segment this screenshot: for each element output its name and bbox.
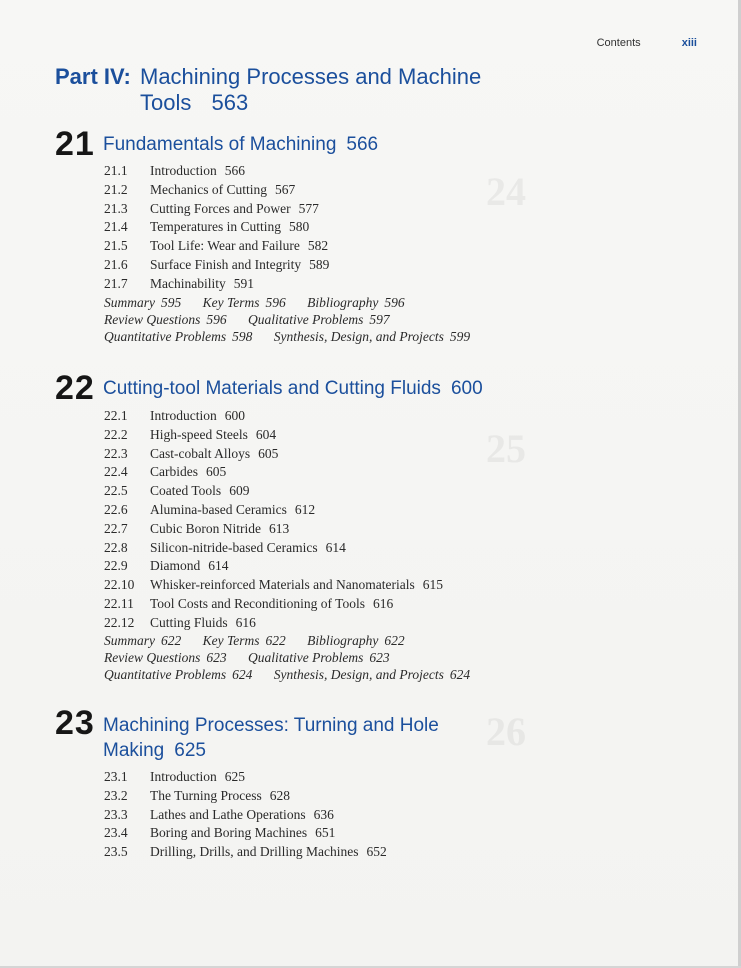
section-page: 614 <box>325 539 346 555</box>
toc-entry[interactable] <box>104 787 387 806</box>
summary-entry[interactable] <box>104 633 181 648</box>
section-title: Cubic Boron Nitride <box>150 520 261 536</box>
chapter-number: 22 <box>55 369 95 407</box>
toc-entry[interactable] <box>104 445 443 464</box>
section-number: 21.4 <box>104 219 128 235</box>
key-terms-page: 596 <box>265 295 286 310</box>
section-title: Mechanics of Cutting <box>150 181 267 197</box>
section-page: 580 <box>289 219 310 235</box>
section-page: 609 <box>229 483 250 499</box>
section-page: 600 <box>224 408 245 423</box>
qualitative-problems-entry[interactable] <box>248 650 390 665</box>
quantitative-problems-page: 598 <box>232 328 253 344</box>
section-page: 616 <box>235 614 256 630</box>
section-number: 21.7 <box>104 275 128 291</box>
section-number: 23.2 <box>104 787 128 803</box>
section-page: 605 <box>206 464 227 480</box>
section-number: 23.5 <box>104 844 128 860</box>
section-number: 22.2 <box>104 426 128 442</box>
section-title: Drilling, Drills, and Drilling Machines <box>150 844 359 860</box>
section-number: 22.1 <box>104 408 128 423</box>
bleed-through-mark: 26 <box>486 709 526 754</box>
section-list <box>104 162 329 294</box>
section-page: 616 <box>373 595 394 611</box>
section-number: 22.5 <box>104 483 128 499</box>
end-matter-row <box>104 329 488 346</box>
section-title: Whisker-reinforced Materials and Nanomaterials <box>150 577 415 593</box>
section-title: Alumina-based Ceramics <box>150 501 287 517</box>
toc-entry[interactable] <box>104 463 443 482</box>
chapter-title-line1: Machining Processes: Turning and Hole <box>103 715 439 736</box>
review-questions-label: Review Questions <box>104 311 201 327</box>
chapter-number: 23 <box>55 704 95 742</box>
section-number: 21.3 <box>104 200 128 216</box>
quantitative-problems-entry[interactable] <box>104 667 252 682</box>
section-number: 22.11 <box>104 595 134 611</box>
section-page: 577 <box>298 200 319 216</box>
toc-entry[interactable] <box>104 557 443 576</box>
toc-entry[interactable] <box>104 806 387 825</box>
quantitative-problems-page: 624 <box>232 666 253 682</box>
section-title: High-speed Steels <box>150 426 248 442</box>
section-number: 21.1 <box>104 163 128 178</box>
toc-entry[interactable] <box>104 482 443 501</box>
chapter-page: 625 <box>174 740 206 761</box>
section-title: Carbides <box>150 464 198 480</box>
summary-page: 595 <box>161 295 182 310</box>
key-terms-page: 622 <box>265 633 286 648</box>
end-matter-row <box>104 312 488 329</box>
section-number: 23.4 <box>104 825 128 841</box>
bleed-through-mark: 25 <box>486 426 526 471</box>
end-matter-row <box>104 650 488 667</box>
section-title: Tool Costs and Reconditioning of Tools <box>150 595 365 611</box>
qualitative-problems-page: 597 <box>369 311 390 327</box>
section-number: 23.3 <box>104 806 128 822</box>
toc-entry[interactable] <box>104 218 329 237</box>
toc-entry[interactable] <box>104 200 329 219</box>
end-matter-row <box>104 295 488 312</box>
toc-entry[interactable] <box>104 520 443 539</box>
section-title: Introduction <box>150 163 217 178</box>
toc-entry[interactable] <box>104 426 443 445</box>
section-title: Machinability <box>150 275 226 291</box>
part-label: Part IV: <box>55 64 131 89</box>
chapter-title-text: Cutting-tool Materials and Cutting Fluids <box>103 378 441 399</box>
section-page: 582 <box>307 238 329 254</box>
section-title: Coated Tools <box>150 483 222 499</box>
review-questions-entry[interactable] <box>104 650 227 665</box>
section-title: Surface Finish and Integrity <box>150 256 302 272</box>
section-number: 22.10 <box>104 577 135 593</box>
section-number: 22.7 <box>104 520 128 536</box>
section-number: 21.2 <box>104 181 128 197</box>
key-terms-entry[interactable] <box>203 633 286 648</box>
synthesis-label: Synthesis, Design, and Projects <box>273 666 444 682</box>
section-title: Diamond <box>150 558 201 574</box>
section-list <box>104 407 443 633</box>
review-questions-page: 596 <box>206 311 227 327</box>
bleed-through-mark: 24 <box>486 169 526 214</box>
section-number: 22.9 <box>104 558 128 574</box>
section-number: 22.3 <box>104 445 128 461</box>
summary-label: Summary <box>104 295 155 310</box>
toc-entry[interactable] <box>104 501 443 520</box>
synthesis-label: Synthesis, Design, and Projects <box>273 328 444 344</box>
chapter-title <box>103 132 523 157</box>
part-page: 563 <box>211 90 249 115</box>
bibliography-entry[interactable] <box>307 633 405 648</box>
section-page: 612 <box>294 501 316 517</box>
key-terms-label: Key Terms <box>202 633 260 648</box>
toc-entry[interactable] <box>104 595 443 614</box>
section-list <box>104 768 387 862</box>
section-title: Cutting Fluids <box>150 614 228 630</box>
end-matter-row <box>104 633 488 650</box>
section-page: 589 <box>309 256 330 272</box>
section-number: 23.1 <box>104 769 128 784</box>
section-page: 625 <box>224 769 245 784</box>
section-title: Introduction <box>150 408 217 423</box>
chapter-title-text: Fundamentals of Machining <box>103 134 337 155</box>
chapter-title-line2: Making <box>103 740 165 761</box>
chapter-page: 566 <box>346 134 379 155</box>
summary-label: Summary <box>104 633 155 648</box>
section-title: The Turning Process <box>150 787 262 803</box>
section-title: Cast-cobalt Alloys <box>150 445 251 461</box>
section-title: Cutting Forces and Power <box>150 200 291 216</box>
synthesis-entry[interactable] <box>274 329 470 344</box>
section-title: Temperatures in Cutting <box>150 219 282 235</box>
section-number: 22.4 <box>104 464 128 480</box>
chapter-page: 600 <box>450 378 483 399</box>
chapter-end-matter <box>104 295 488 345</box>
chapter-title <box>103 376 523 401</box>
review-questions-entry[interactable] <box>104 312 227 327</box>
bibliography-label: Bibliography <box>307 295 379 310</box>
section-page: 628 <box>269 787 291 803</box>
part-title-line1: Machining Processes and Machine <box>140 64 482 89</box>
part-title <box>140 64 520 116</box>
page-number: xiii <box>681 37 697 49</box>
bibliography-label: Bibliography <box>307 633 379 648</box>
quantitative-problems-label: Quantitative Problems <box>104 328 227 344</box>
section-title: Lathes and Lathe Operations <box>150 806 306 822</box>
running-header-title: Contents <box>596 37 641 49</box>
toc-entry[interactable] <box>104 407 443 426</box>
section-page: 651 <box>315 825 336 841</box>
toc-entry[interactable] <box>104 843 387 862</box>
qualitative-problems-label: Qualitative Problems <box>247 311 364 327</box>
section-page: 614 <box>208 558 229 574</box>
section-page: 567 <box>274 181 296 197</box>
quantitative-problems-label: Quantitative Problems <box>104 666 227 682</box>
part-title-line2-wrap <box>140 90 520 116</box>
section-page: 605 <box>258 445 279 461</box>
qualitative-problems-page: 623 <box>369 649 390 665</box>
toc-entry[interactable] <box>104 275 329 294</box>
toc-entry[interactable] <box>104 576 443 595</box>
toc-entry[interactable] <box>104 768 387 787</box>
review-questions-page: 623 <box>206 649 227 665</box>
summary-entry[interactable] <box>104 295 181 310</box>
chapter-end-matter <box>104 633 488 683</box>
section-number: 21.6 <box>104 256 128 272</box>
section-page: 615 <box>422 577 443 593</box>
section-page: 591 <box>233 275 254 291</box>
qualitative-problems-label: Qualitative Problems <box>247 649 364 665</box>
synthesis-page: 624 <box>449 666 471 682</box>
section-page: 604 <box>255 426 277 442</box>
part-title-line2: Tools <box>140 90 192 115</box>
section-page: 652 <box>366 844 387 860</box>
toc-entry[interactable] <box>104 539 443 558</box>
section-title: Introduction <box>150 769 217 784</box>
bibliography-entry[interactable] <box>307 295 405 310</box>
section-number: 22.8 <box>104 539 128 555</box>
qualitative-problems-entry[interactable] <box>248 312 390 327</box>
toc-entry[interactable] <box>104 237 329 256</box>
section-page: 636 <box>313 806 334 822</box>
section-number: 22.12 <box>104 614 135 630</box>
section-title: Tool Life: Wear and Failure <box>150 238 300 254</box>
quantitative-problems-entry[interactable] <box>104 329 252 344</box>
section-number: 22.6 <box>104 501 128 517</box>
section-number: 21.5 <box>104 238 128 254</box>
bibliography-page: 622 <box>384 633 405 648</box>
section-title: Silicon-nitride-based Ceramics <box>150 539 318 555</box>
section-page: 566 <box>224 163 245 178</box>
key-terms-entry[interactable] <box>203 295 286 310</box>
bibliography-page: 596 <box>384 295 405 310</box>
end-matter-row <box>104 667 488 684</box>
key-terms-label: Key Terms <box>202 295 260 310</box>
review-questions-label: Review Questions <box>104 649 201 665</box>
running-header <box>597 37 697 49</box>
toc-entry[interactable] <box>104 181 329 200</box>
section-title: Boring and Boring Machines <box>150 825 308 841</box>
chapter-title <box>103 713 523 763</box>
synthesis-entry[interactable] <box>274 667 470 682</box>
summary-page: 622 <box>161 633 182 648</box>
toc-entry[interactable] <box>104 614 443 633</box>
toc-entry[interactable] <box>104 824 387 843</box>
chapter-number: 21 <box>55 125 95 163</box>
synthesis-page: 599 <box>449 328 471 344</box>
toc-entry[interactable] <box>104 162 329 181</box>
section-page: 613 <box>269 520 290 536</box>
toc-entry[interactable] <box>104 256 329 275</box>
